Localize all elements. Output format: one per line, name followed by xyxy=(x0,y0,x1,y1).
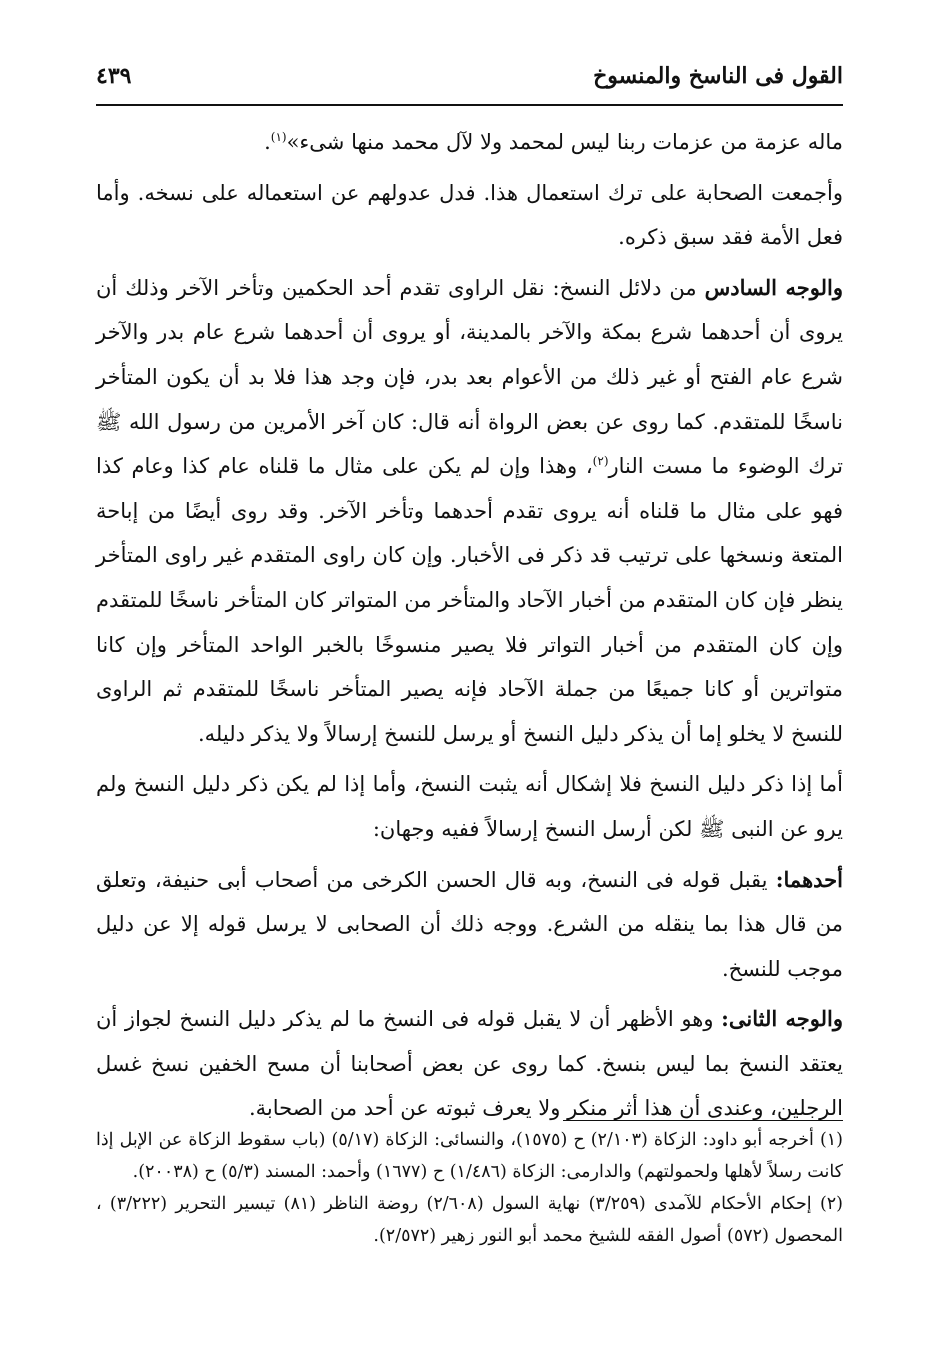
paragraph xyxy=(96,858,843,992)
paragraph-text: وهو الأظهر أن لا يقبل قوله فى النسخ ما لم يذكر دليل النسخ لجواز أن يعتقد النسخ بما ليس بنسخ. كما روى عن بعض أصحابنا أن مسح الخفين نسخ غسل الرجلين، وعندى أن هذا أثر منكر ولا يعرف ثبوته عن أحد من الصحابة. xyxy=(96,1007,843,1121)
paragraph xyxy=(96,997,843,1131)
paragraph-lead: أحدهما: xyxy=(775,866,843,892)
paragraph xyxy=(96,171,843,260)
paragraph-text: أما إذا ذكر دليل النسخ فلا إشكال أنه يثبت النسخ، وأما إذا لم يكن ذكر دليل النسخ ولم يرو عن النبى ﷺ لكن أرسل النسخ إرسالاً ففيه وجهان: xyxy=(96,772,843,841)
paragraph xyxy=(96,266,843,757)
footnote-number: (١) xyxy=(819,1130,843,1150)
footnotes xyxy=(96,1124,843,1252)
paragraph-text: من دلائل النسخ: نقل الراوى تقدم أحد الحكمين وتأخر الآخر وذلك أن يروى أن أحدهما شرع بمكة والآخر بالمدينة، أو يروى أن أحدهما شرع عام بدر والآخر شرع عام الفتح أو غير ذلك من الأعوام بعد بدر، فإن وجد هذا فلا بد أن يكون المتأخر ناسخًا للمتقدم. كما روى عن بعض الرواة أنه قال: كان آخر الأمرين من رسول الله ﷺ ترك الوضوء ما مست النار xyxy=(96,275,843,479)
footnote-text: أخرجه أبو داود: الزكاة (٢/١٠٣) ح (١٥٧٥)، والنسائى: الزكاة (٥/١٧) (باب سقوط الزكاة عن الإبل إذا كانت رسلاً لأهلها ولحمولتهم) والدارمى: الزكاة (١/٤٨٦) ح (١٦٧٧) وأحمد: المسند (٥/٣) ح (٢٠٠٣٨). xyxy=(96,1130,843,1182)
paragraph-lead: والوجه السادس xyxy=(704,274,843,300)
footnote-rule xyxy=(563,1120,843,1121)
footnote xyxy=(96,1124,843,1188)
page-number: ٤٣٩ xyxy=(96,63,132,89)
main-text xyxy=(96,120,843,1137)
footnote xyxy=(96,1188,843,1252)
footnote-number: (٢) xyxy=(819,1194,843,1214)
footnote-ref: (٢) xyxy=(592,454,609,469)
paragraph-text: وأجمعت الصحابة على ترك استعمال هذا. فدل عدولهم عن استعماله على نسخه. وأما فعل الأمة فقد سبق ذكره. xyxy=(96,180,843,250)
running-header xyxy=(96,56,843,96)
footnote-text: إحكام الأحكام للآمدى (٣/٢٥٩) نهاية السول (٢/٦٠٨) روضة الناظر (٨١) تيسير التحرير (٣/٢٢٢) ، المحصول (٥٧٢) أصول الفقه للشيخ محمد أبو النور زهير (٢/٥٧٢). xyxy=(96,1194,843,1246)
running-title: القول فى الناسخ والمنسوخ xyxy=(593,63,843,89)
paragraph-text: يقبل قوله فى النسخ، وبه قال الحسن الكرخى من أصحاب أبى حنيفة، وتعلق من قال هذا بما ينقله من الشرع. ووجه ذلك أن الصحابى لا يرسل قوله إلا عن دليل موجب للنسخ. xyxy=(96,867,843,981)
paragraph xyxy=(96,762,843,851)
footnote-ref: (١) xyxy=(270,130,287,144)
paragraph-lead: والوجه الثانى: xyxy=(721,1006,844,1032)
paragraph-text: ماله عزمة من عزمات ربنا ليس لمحمد ولا لآل محمد منها شىء» xyxy=(286,130,843,154)
paragraph xyxy=(96,120,843,165)
header-rule xyxy=(96,104,843,106)
paragraph-tail: ، وهذا وإن لم يكن على مثال ما قلناه عام كذا وعام كذا فهو على مثال ما قلناه أنه يروى تقدم أحدهما وتأخر الآخر. وقد روى أيضًا من إباحة المتعة ونسخها على ترتيب قد ذكر فى الأخبار. وإن كان راوى المتقدم غير راوى المتأخر ينظر فإن كان المتقدم من أخبار الآحاد والمتأخر من المتواتر كان المتأخر ناسخًا للمتقدم وإن كان المتقدم من أخبار التواتر فلا يصير منسوخًا بالخبر الواحد المتأخر وإن كانا متواترين أو كانا جميعًا من جملة الآحاد فإنه يصير المتأخر ناسخًا للمتقدم ثم الراوى للنسخ لا يخلو إما أن يذكر دليل النسخ أو يرسل للنسخ إرسالاً ولا يذكر دليله. xyxy=(96,454,843,746)
paragraph-tail: . xyxy=(264,130,271,154)
